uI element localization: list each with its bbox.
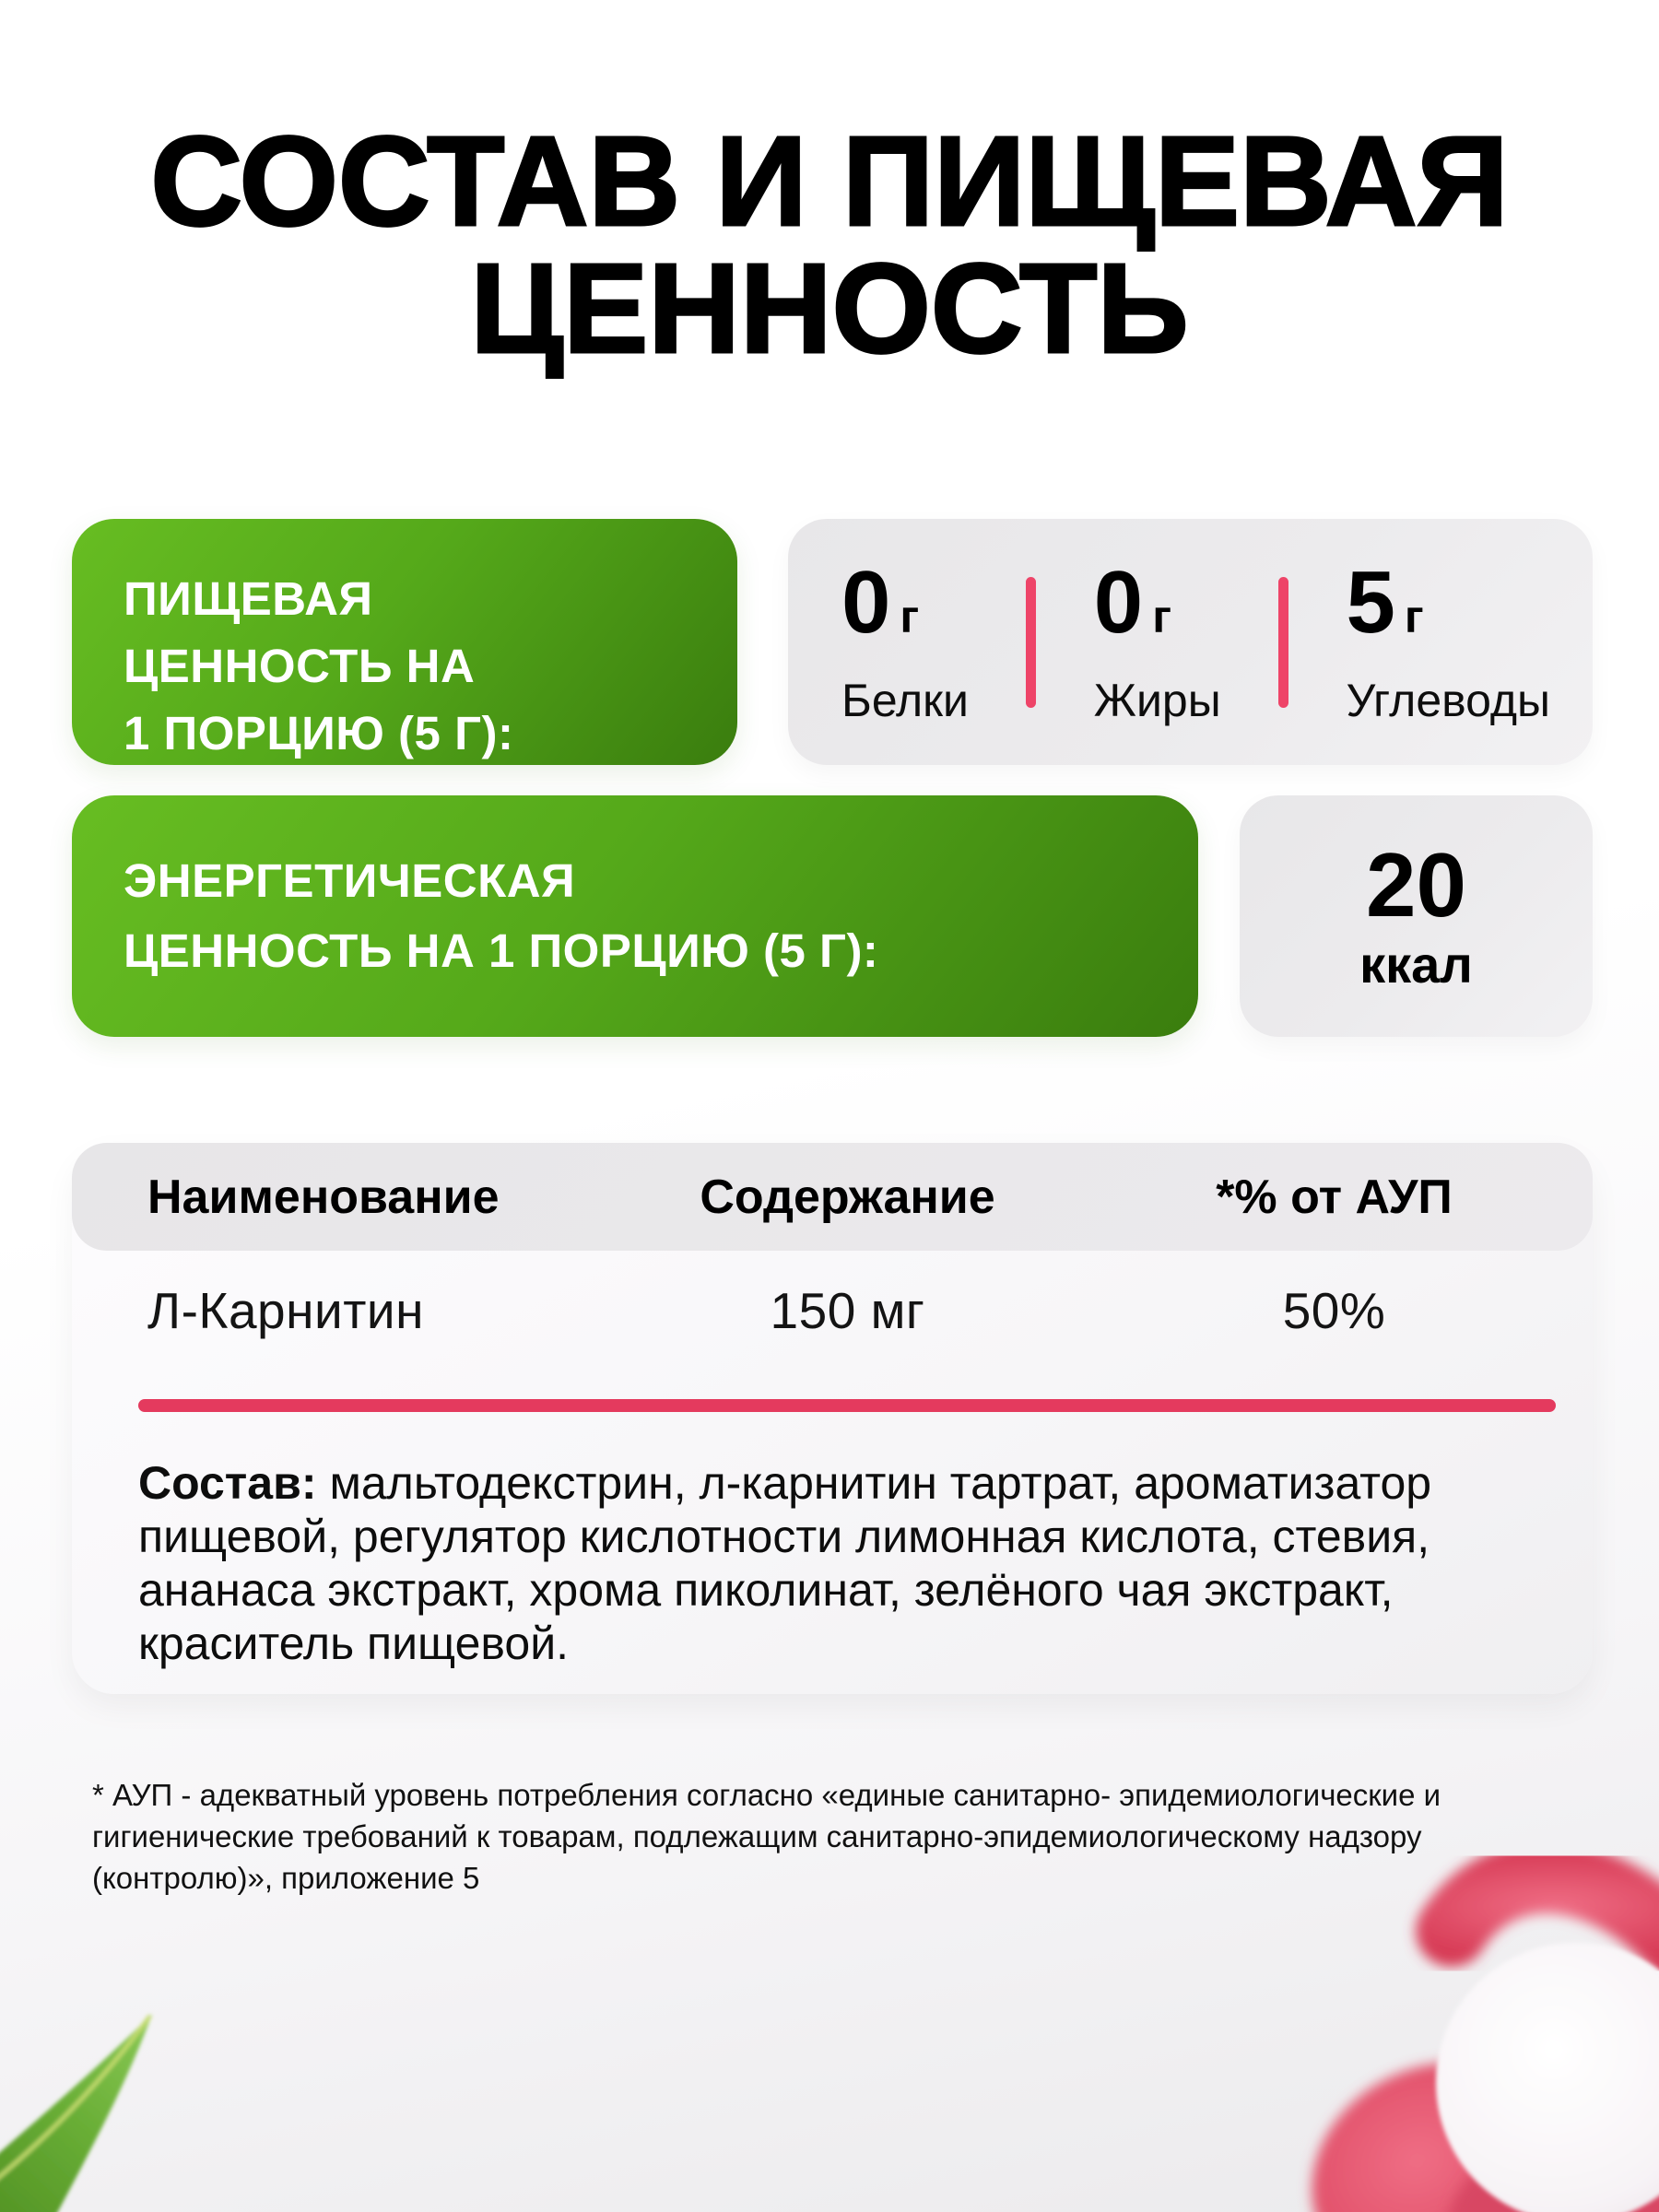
- kcal-box: [1240, 795, 1593, 1037]
- table-header-aup: *% от АУП: [1216, 1170, 1453, 1224]
- macro-carbs: [1346, 553, 1550, 726]
- macro-carbs-number: 5: [1346, 553, 1395, 652]
- table-row: [72, 1281, 1593, 1340]
- macros-inner: [788, 553, 1593, 726]
- energy-label-line2: ЦЕННОСТЬ НА 1 ПОРЦИЮ (5 Г):: [124, 924, 879, 977]
- nutrition-per-serving-label: [72, 519, 737, 767]
- lychee-rind-corner: [1447, 2120, 1659, 2212]
- macro-fat-unit: г: [1152, 591, 1172, 642]
- pink-divider-2: [1278, 577, 1288, 708]
- macro-protein-label: Белки: [841, 675, 969, 726]
- nutrition-label-line2: ЦЕННОСТЬ НА: [124, 640, 476, 692]
- composition-label: Состав:: [138, 1457, 317, 1509]
- macro-protein-value: [841, 553, 920, 661]
- nutrition-per-serving-box: [72, 519, 737, 765]
- page-title-line2: ЦЕННОСТЬ: [470, 238, 1189, 380]
- lychee-flesh: [1436, 1943, 1659, 2212]
- nutrition-label-line1: ПИЩЕВАЯ: [124, 572, 373, 625]
- table-header: [72, 1143, 1593, 1251]
- macro-carbs-label: Углеводы: [1346, 675, 1550, 726]
- table-cell-aup: 50%: [1282, 1282, 1386, 1339]
- energy-label-line1: ЭНЕРГЕТИЧЕСКАЯ: [124, 854, 576, 907]
- kcal-unit: ккал: [1359, 935, 1473, 994]
- footnote-text: * АУП - адекватный уровень потребления согласно «единые санитарно- эпидемиологические и гигиенические требований к товарам, подлежащим санитарно-эпидемиологическому надзору (контролю)», приложение 5: [92, 1778, 1441, 1895]
- table-cell-name: Л-Карнитин: [147, 1282, 425, 1339]
- page-title: [0, 111, 1659, 380]
- macro-fat: [1093, 553, 1221, 726]
- macro-carbs-value: [1346, 553, 1424, 661]
- macro-protein-unit: г: [900, 591, 920, 642]
- leaf-image: [0, 1977, 258, 2212]
- composition-text: мальтодекстрин, л-карнитин тартрат, ароматизатор пищевой, регулятор кислотности лимонная кислота, стевия, ананаса экстракт, хрома пиколинат, зелёного чая экстракт, краситель пищевой.: [138, 1457, 1432, 1669]
- leaf-shape: [0, 2014, 152, 2212]
- table-header-name: Наименование: [147, 1170, 500, 1224]
- energy-label: [72, 846, 1198, 986]
- ingredients-card: [72, 1143, 1593, 1694]
- pink-divider-line: [138, 1399, 1556, 1412]
- macro-fat-label: Жиры: [1093, 675, 1221, 726]
- macro-protein-number: 0: [841, 553, 891, 652]
- composition-paragraph: [138, 1456, 1521, 1670]
- pink-divider-1: [1026, 577, 1036, 708]
- table-cell-content: 150 мг: [770, 1282, 925, 1339]
- nutrition-label-line3: 1 ПОРЦИЮ (5 Г):: [124, 707, 514, 759]
- macro-carbs-unit: г: [1404, 591, 1424, 642]
- macro-protein: [841, 553, 969, 726]
- energy-box: [72, 795, 1198, 1037]
- table-header-content: Содержание: [700, 1170, 995, 1224]
- lychee-rind-bottom: [1276, 2023, 1600, 2212]
- kcal-value: 20: [1365, 834, 1466, 935]
- macro-fat-number: 0: [1093, 553, 1144, 652]
- macro-fat-value: [1093, 553, 1172, 661]
- macros-box: [788, 519, 1593, 765]
- page-title-line1: СОСТАВ И ПИЩЕВАЯ: [150, 111, 1509, 253]
